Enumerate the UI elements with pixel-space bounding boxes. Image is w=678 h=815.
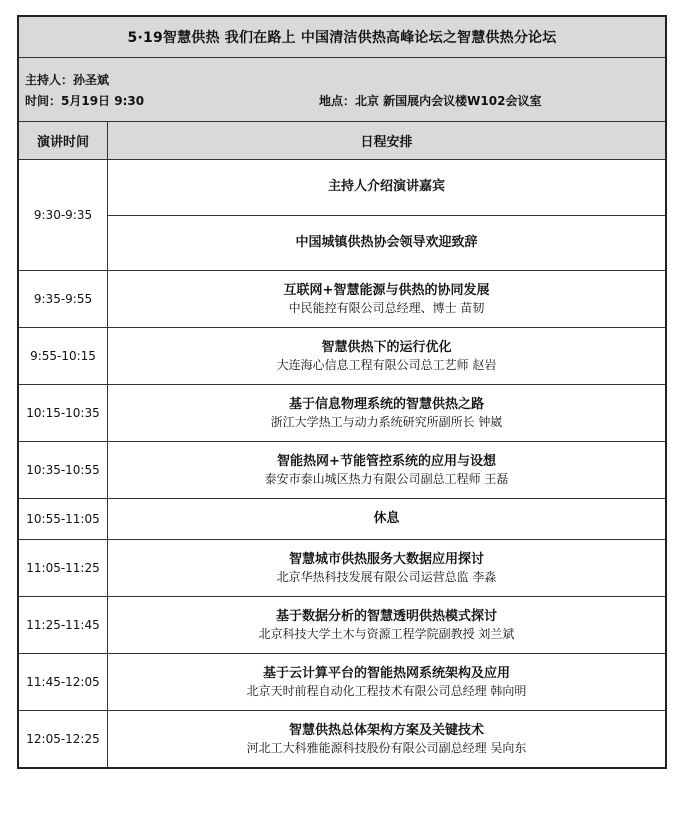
table-row	[19, 540, 665, 597]
location-info: 地点：北京 新国展内会议楼W102会议室	[319, 94, 542, 108]
session-item	[108, 271, 665, 327]
session-item	[108, 597, 665, 653]
session-content	[108, 597, 665, 653]
session-speaker: 大连海心信息工程有限公司总工艺师 赵岩	[276, 357, 497, 372]
table-row	[19, 499, 665, 540]
info-section	[19, 58, 665, 122]
session-item	[108, 499, 665, 539]
session-content	[108, 271, 665, 327]
session-time: 9:55-10:15	[19, 328, 108, 384]
session-content	[108, 328, 665, 384]
session-speaker: 中民能控有限公司总经理、博士 苗韧	[288, 300, 485, 315]
schedule-table	[17, 15, 667, 769]
host-info: 主持人：孙圣斌	[25, 73, 110, 87]
table-row	[19, 271, 665, 328]
session-topic: 基于云计算平台的智能热网系统架构及应用	[262, 665, 510, 681]
table-row	[19, 328, 665, 385]
table-row	[19, 597, 665, 654]
table-row	[19, 385, 665, 442]
session-speaker: 河北工大科雅能源科技股份有限公司副总经理 吴向东	[246, 740, 527, 755]
session-speaker: 泰安市泰山城区热力有限公司副总工程师 王磊	[264, 471, 509, 486]
session-item	[108, 160, 665, 215]
session-topic: 主持人介绍演讲嘉宾	[327, 179, 445, 195]
session-topic: 基于信息物理系统的智慧供热之路	[288, 396, 484, 412]
session-time: 10:15-10:35	[19, 385, 108, 441]
session-item	[108, 654, 665, 710]
header-time: 演讲时间	[19, 122, 108, 159]
session-item	[108, 215, 665, 271]
session-content	[108, 654, 665, 710]
table-row	[19, 160, 665, 271]
table-row	[19, 442, 665, 499]
table-row	[19, 654, 665, 711]
session-topic: 智慧供热下的运行优化	[321, 339, 452, 355]
session-speaker: 北京天时前程自动化工程技术有限公司总经理 韩向明	[246, 683, 527, 698]
session-speaker: 北京华热科技发展有限公司运营总监 李淼	[276, 569, 497, 584]
forum-title-text: 5·19智慧供热 我们在路上 中国清洁供热高峰论坛之智慧供热分论坛	[127, 30, 557, 46]
session-topic: 休息	[373, 511, 400, 526]
session-item	[108, 385, 665, 441]
time-info: 时间：5月19日 9:30	[25, 94, 145, 108]
session-item	[108, 540, 665, 596]
table-row	[19, 711, 665, 767]
schedule-rows	[19, 160, 665, 767]
session-speaker: 浙江大学热工与动力系统研究所副所长 钟崴	[270, 414, 503, 429]
session-topic: 智慧供热总体架构方案及关键技术	[288, 722, 484, 738]
session-topic: 智能热网+节能管控系统的应用与设想	[277, 453, 496, 469]
session-content	[108, 499, 665, 539]
session-topic: 互联网+智慧能源与供热的协同发展	[283, 282, 490, 298]
header-schedule: 日程安排	[360, 135, 413, 150]
session-topic: 中国城镇供热协会领导欢迎致辞	[295, 234, 478, 250]
session-content	[108, 540, 665, 596]
session-content	[108, 711, 665, 767]
session-item	[108, 328, 665, 384]
session-time: 10:35-10:55	[19, 442, 108, 498]
session-time: 9:35-9:55	[19, 271, 108, 327]
session-topic: 智慧城市供热服务大数据应用探讨	[288, 551, 484, 567]
session-content	[108, 385, 665, 441]
session-topic: 基于数据分析的智慧透明供热模式探讨	[275, 608, 497, 624]
forum-title	[19, 17, 665, 58]
session-time: 11:25-11:45	[19, 597, 108, 653]
table-header	[19, 122, 665, 160]
session-item	[108, 442, 665, 498]
session-time: 10:55-11:05	[19, 499, 108, 539]
session-content	[108, 160, 665, 270]
session-time: 11:45-12:05	[19, 654, 108, 710]
session-time: 12:05-12:25	[19, 711, 108, 767]
session-item	[108, 711, 665, 767]
session-time: 9:30-9:35	[19, 160, 108, 270]
session-speaker: 北京科技大学土木与资源工程学院副教授 刘兰斌	[258, 626, 515, 641]
session-time: 11:05-11:25	[19, 540, 108, 596]
session-content	[108, 442, 665, 498]
